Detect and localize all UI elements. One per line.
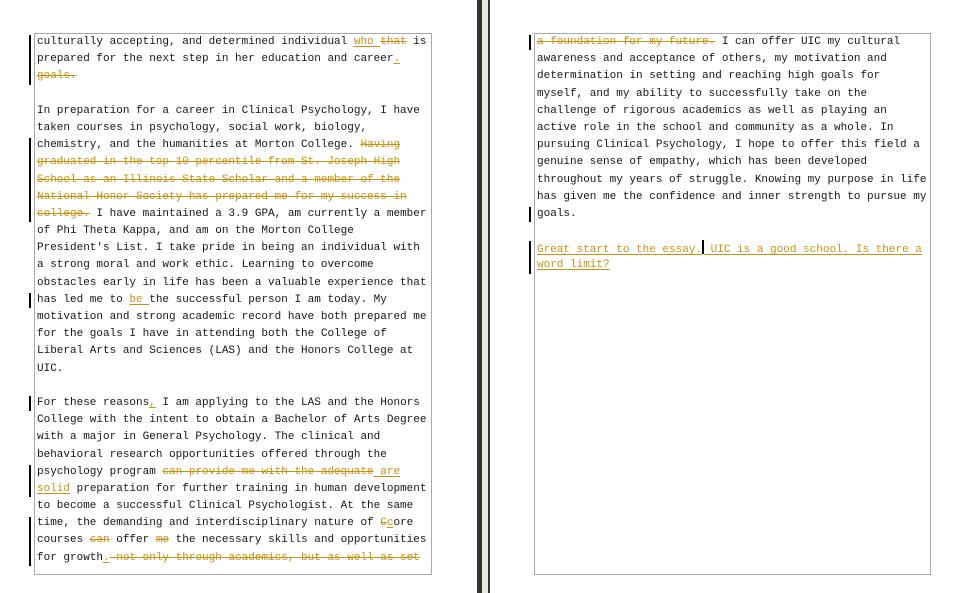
text-run: culturally accepting, and determined individual [37, 36, 354, 48]
text-run: courses [37, 534, 90, 547]
text-line [37, 343, 431, 360]
text-line [537, 257, 930, 274]
inserted-text: word limit? [537, 259, 610, 272]
deleted-text: National Honor Society has prepared me for my success in [37, 190, 407, 203]
deleted-text: not only through academics, but as well as set [109, 551, 420, 564]
text-line [537, 103, 930, 120]
text-line [537, 34, 930, 51]
text-line [537, 68, 930, 85]
text-run: I am applying to the LAS and the Honors [155, 396, 420, 409]
change-bar [529, 207, 531, 222]
text-line [37, 275, 431, 292]
deleted-text: can [89, 534, 110, 547]
deleted-text: a foundation for my future. [537, 36, 716, 48]
text-run: of Phi Theta Kappa, and am on the Morton College [37, 225, 354, 238]
text-line [37, 447, 431, 464]
text-run: the necessary skills and opportunities [169, 534, 427, 547]
text-line [37, 515, 431, 532]
text-line [37, 532, 431, 549]
inserted-text: solid [37, 482, 71, 495]
text-run: ore [393, 517, 414, 530]
text-run: I can offer UIC my cultural [715, 36, 901, 48]
text-line [37, 103, 431, 120]
page-1[interactable] [34, 33, 432, 575]
text-run: with a major in General Psychology. The clinical and [37, 431, 381, 444]
deleted-text: college. [37, 207, 90, 220]
text-run: President's List. I take pride in being an individual with [37, 242, 420, 255]
page-text [37, 34, 431, 567]
change-bar [29, 396, 31, 411]
text-line [37, 498, 431, 515]
deleted-text: that [380, 36, 407, 48]
text-run: psychology program [37, 465, 163, 478]
change-bar [29, 138, 31, 222]
text-line [37, 34, 431, 51]
text-line [537, 189, 930, 206]
inserted-text: are [373, 465, 401, 478]
text-line [37, 550, 431, 567]
page-split-divider-right-bar [488, 0, 490, 593]
text-line [37, 412, 431, 429]
text-run: preparation for further training in human development [70, 482, 427, 495]
text-run: obstacles early in life has been a valuable experience that [37, 276, 427, 289]
text-line [37, 378, 431, 395]
text-run: behavioral research opportunities offered through the [37, 448, 387, 461]
text-run: challenge of rigorous academics as well as playing an [537, 104, 887, 117]
text-line [37, 206, 431, 223]
inserted-text: . [103, 551, 110, 564]
text-line [37, 154, 431, 171]
text-line [37, 68, 431, 85]
text-run: active role in the school and community as a whole. In [537, 121, 894, 134]
inserted-text: c [386, 517, 394, 530]
text-line [537, 51, 930, 68]
text-run: myself, and my ability to successfully take on the [537, 87, 868, 100]
text-run: For these reasons [37, 396, 150, 409]
text-line [537, 154, 930, 171]
text-run: determination in setting and reaching high goals for [537, 70, 881, 83]
deleted-text: Having [360, 139, 401, 152]
change-bar [529, 35, 531, 50]
text-line [37, 481, 431, 498]
inserted-text: who [353, 36, 381, 48]
text-line [537, 172, 930, 189]
text-run: taken courses in psychology, social work, biology, [37, 121, 368, 134]
inserted-text: UIC is a good school. Is there a [704, 244, 922, 257]
inserted-text: Great start to the essay. [537, 244, 703, 257]
text-run: a strong moral and work ethic. Learning to overcome [37, 259, 374, 272]
inserted-text: . [393, 53, 401, 66]
text-line [37, 464, 431, 481]
inserted-text: be [129, 293, 150, 306]
text-line [537, 240, 930, 257]
change-bar [29, 517, 31, 567]
text-run: time, the demanding and interdisciplinary nature of [37, 517, 381, 530]
deleted-text: can provide me with the adequate [162, 465, 374, 478]
change-bar [529, 241, 531, 273]
text-line [37, 326, 431, 343]
text-line [37, 86, 431, 103]
text-run: UIC. [37, 362, 64, 375]
text-line [37, 395, 431, 412]
deleted-text: me [155, 534, 170, 547]
text-run: to become a successful Clinical Psychologist. At the same [37, 500, 414, 513]
text-line [37, 189, 431, 206]
text-run: goals. [537, 207, 577, 220]
text-line [37, 257, 431, 274]
text-run: chemistry, and the humanities at Morton College. [37, 139, 361, 152]
text-run: offer [109, 534, 156, 547]
text-line [537, 206, 930, 223]
change-bar [29, 293, 31, 308]
text-line [37, 120, 431, 137]
text-line [537, 86, 930, 103]
text-run: motivation and strong academic record have both prepared me [37, 311, 427, 323]
deleted-text: graduated in the top 10 percentile from St. Joseph High [37, 156, 401, 169]
text-run: pursuing Clinical Psychology, I hope to offer this field a [537, 139, 920, 152]
text-line [37, 361, 431, 378]
text-line [37, 223, 431, 240]
text-run: genuine sense of empathy, which has been developed [537, 156, 868, 169]
text-line [37, 309, 431, 326]
text-line [37, 51, 431, 68]
deleted-text: C [380, 517, 387, 530]
text-line [537, 120, 930, 137]
text-run: awareness and acceptance of others, my motivation and [537, 53, 887, 66]
page-text [537, 34, 930, 275]
text-line [537, 223, 930, 240]
change-bar [29, 35, 31, 85]
page-2[interactable] [534, 33, 931, 575]
inserted-text: , [149, 396, 156, 409]
text-line [37, 137, 431, 154]
text-run: I have maintained a 3.9 GPA, am currently a member [89, 207, 427, 220]
text-run: In preparation for a career in Clinical Psychology, I have [37, 104, 420, 117]
deleted-text: School as an Illinois State Scholar and a member of the [37, 173, 401, 186]
text-run: prepared for the next step in her education and career [37, 53, 394, 66]
text-run: has given me the confidence and inner strength to pursue my [537, 190, 927, 203]
deleted-text: goals. [37, 70, 77, 83]
text-run: College with the intent to obtain a Bachelor of Arts Degree [37, 414, 427, 427]
text-run: throughout my years of struggle. Knowing my purpose in life [537, 173, 927, 186]
text-line [37, 172, 431, 189]
change-bar [29, 465, 31, 497]
text-line [37, 292, 431, 309]
text-run: the successful person I am today. My [149, 293, 387, 306]
text-run: is [406, 36, 427, 48]
text-run: Liberal Arts and Sciences (LAS) and the Honors College at [37, 345, 414, 358]
text-run: has led me to [37, 293, 130, 306]
text-line [37, 240, 431, 257]
text-run: for growth [37, 551, 104, 564]
text-line [37, 429, 431, 446]
text-run: for the goals I have in attending both the College of [37, 328, 387, 341]
text-line [537, 137, 930, 154]
